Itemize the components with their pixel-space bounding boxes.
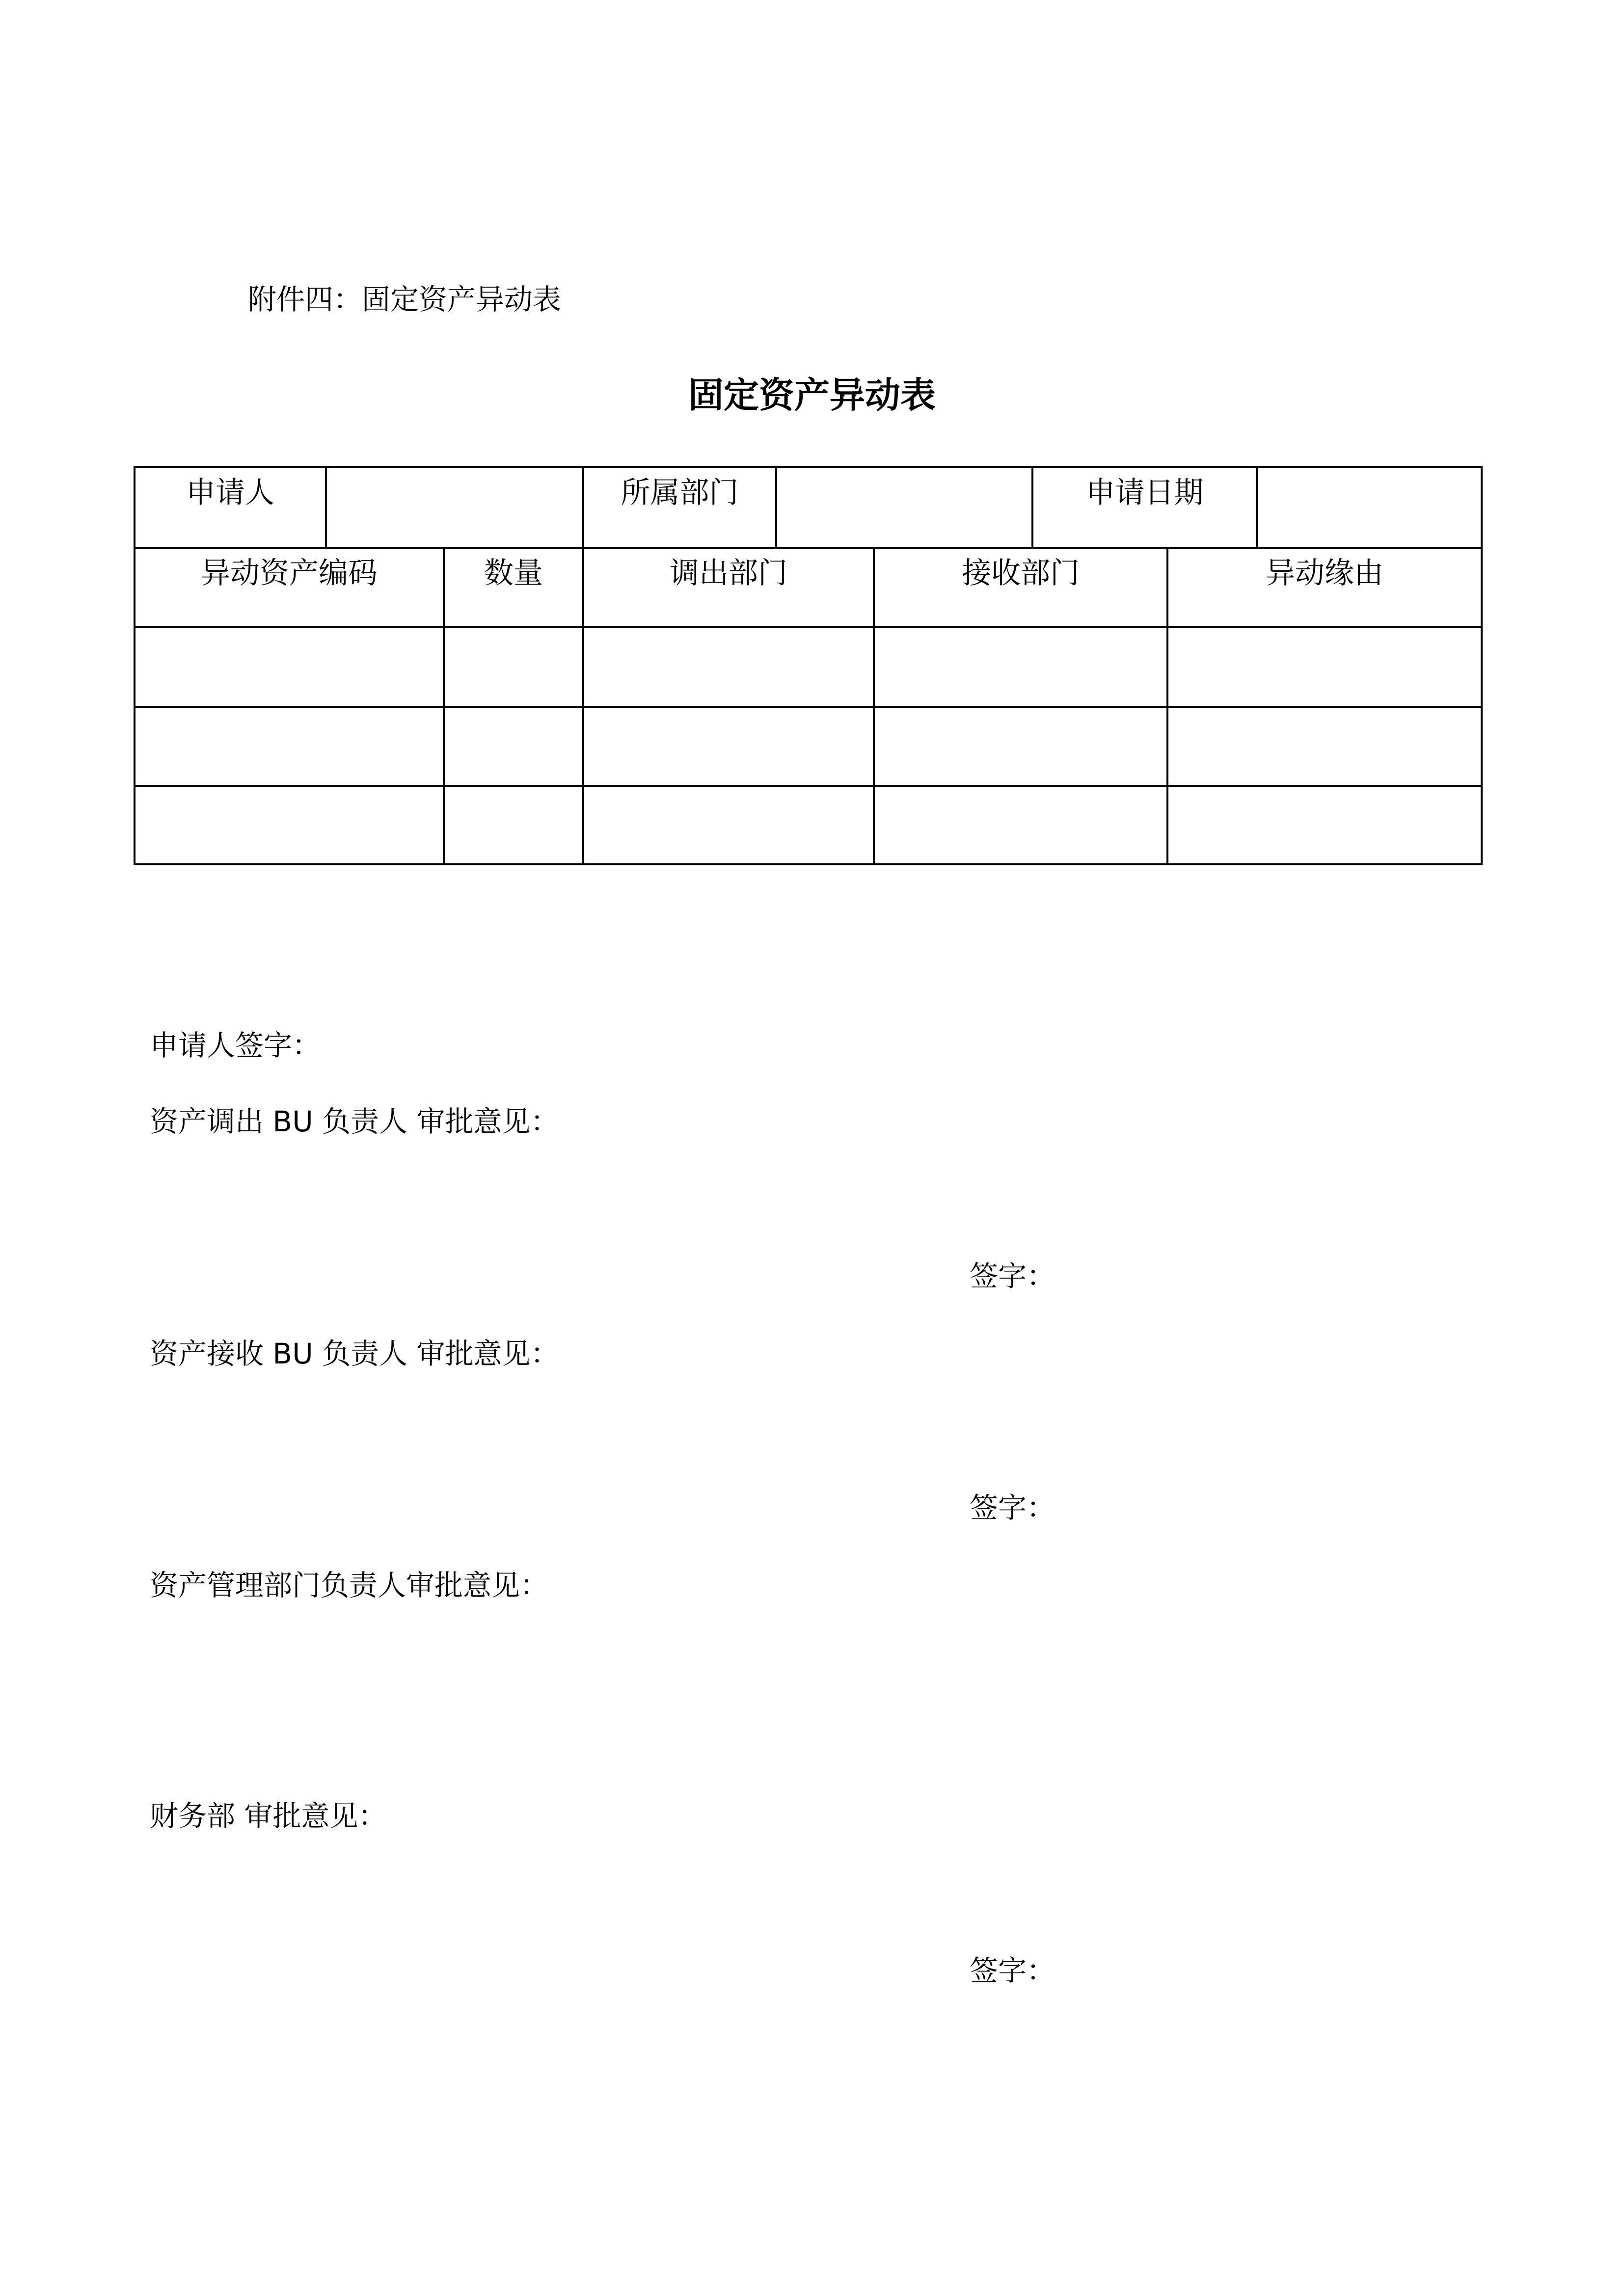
header-reason-label: 异动缘由 (1266, 556, 1383, 590)
out-bu-signature-label: 签字： (970, 1259, 1056, 1293)
out-bu-approval-label: 资产调出 BU 负责人 审批意见： (150, 1105, 559, 1138)
table-cell[interactable] (443, 626, 584, 708)
header-in-dept-label: 接收部门 (962, 556, 1080, 590)
finance-signature-label: 签字： (970, 1954, 1056, 1987)
table-cell[interactable] (873, 785, 1168, 865)
date-label-cell (1031, 466, 1258, 549)
table-cell[interactable] (1166, 626, 1483, 708)
table-cell[interactable] (134, 626, 445, 708)
dept-label-cell (582, 466, 777, 549)
in-bu-signature-label: 签字： (970, 1491, 1056, 1524)
table-cell[interactable] (134, 706, 445, 787)
applicant-value-cell[interactable] (325, 466, 584, 549)
applicant-signature-label: 申请人签字： (150, 1029, 321, 1062)
date-value-cell[interactable] (1256, 466, 1483, 549)
table-cell[interactable] (582, 706, 875, 787)
header-out-dept-label: 调出部门 (670, 556, 787, 590)
applicant-label-cell (134, 466, 327, 549)
table-cell[interactable] (1166, 706, 1483, 787)
header-asset-code-label: 异动资产编码 (201, 556, 378, 590)
header-asset-code (134, 547, 445, 628)
header-quantity-label: 数量 (484, 556, 543, 590)
table-cell[interactable] (582, 785, 875, 865)
table-cell[interactable] (582, 626, 875, 708)
asset-mgmt-approval-label: 资产管理部门负责人审批意见： (150, 1569, 549, 1602)
in-bu-approval-label: 资产接收 BU 负责人 审批意见： (150, 1337, 559, 1370)
table-cell[interactable] (443, 706, 584, 787)
annex-label: 附件四：固定资产异动表 (248, 283, 562, 316)
finance-approval-label: 财务部 审批意见： (150, 1799, 387, 1833)
table-cell[interactable] (1166, 785, 1483, 865)
header-reason (1166, 547, 1483, 628)
applicant-label: 申请人 (186, 476, 274, 510)
dept-value-cell[interactable] (775, 466, 1033, 549)
table-cell[interactable] (443, 785, 584, 865)
header-quantity (443, 547, 584, 628)
table-cell[interactable] (873, 626, 1168, 708)
table-cell[interactable] (134, 785, 445, 865)
table-cell[interactable] (873, 706, 1168, 787)
dept-label: 所属部门 (621, 476, 739, 510)
header-out-dept (582, 547, 875, 628)
date-label: 申请日期 (1085, 476, 1204, 510)
header-in-dept (873, 547, 1168, 628)
form-title: 固定资产异动表 (688, 374, 936, 416)
